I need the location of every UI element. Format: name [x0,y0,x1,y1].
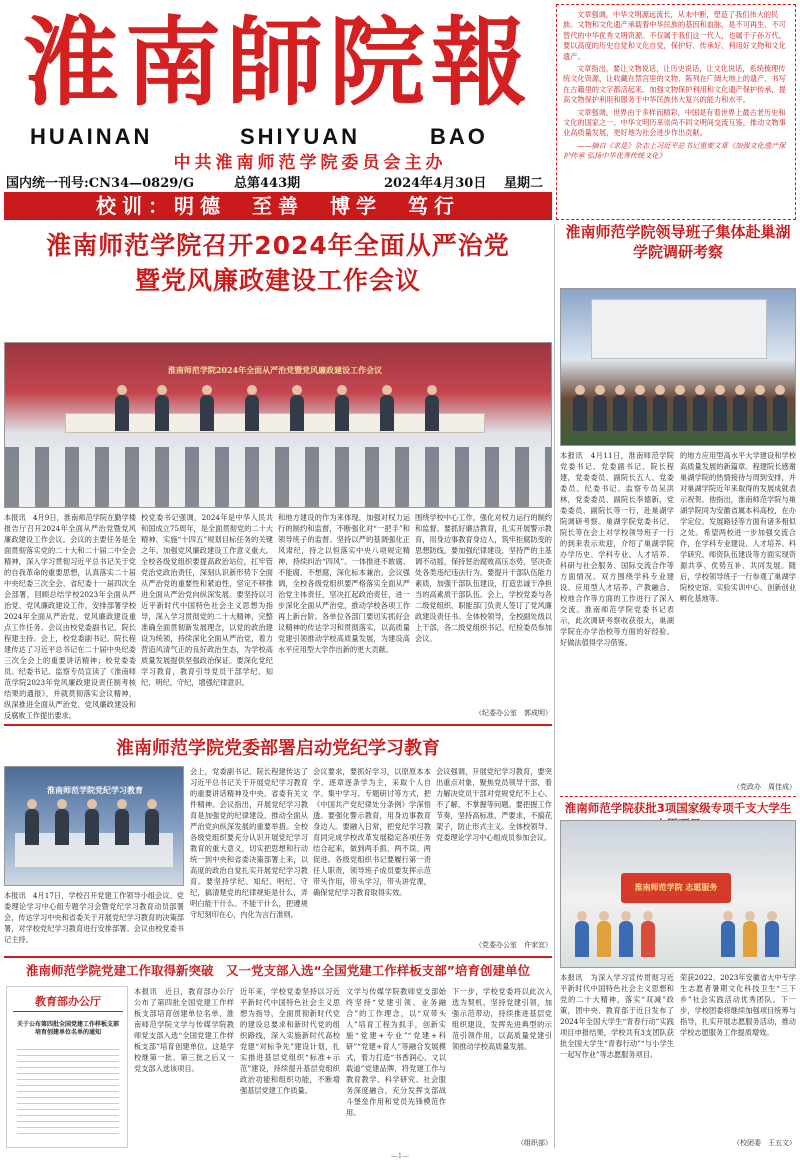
article3-column-2: 近年来，学校党委坚持以习近平新时代中国特色社会主义思想为指导，全面贯彻新时代党的建设总要求和新时代党的组织路线，深入实施新时代高校党建“对标争先”建设计划，扎实推进基层党组织“标准+示范”建设，持续提升基层党组织政治功能和组织功能，不断增强基层党建工作质量。 [240,987,340,1095]
quote-paragraph: 文章指出，要让文物说话，让历史说话，让文化说话，系统梳理传统文化资源，让收藏在禁宫里的文物、陈列在广阔大地上的遗产、书写在古籍里的文字都活起来。加强文物保护利用和文化遗产保护传承，提高文物保护利用和服务于中华民族伟大复兴的能力和水平。 [563,64,786,105]
article3-document-image [6,986,128,1148]
document-header: 教育部办公厅 [35,995,101,1008]
article2-column-1: 本报讯 4月17日，学校召开党建工作领导小组会议、党委理论学习中心组专题学习会暨党纪学习教育动员部署会，传达学习中央和省委关于开展党纪学习教育的决策部署，对学校党纪学习教育进行安排部署。会议由校党委书记主持。 [4,891,184,944]
lead-headline-line1: 淮南师范学院召开2024年全面从严治党 [46,231,510,260]
school-motto: 校训：明德 至善 博学 笃行 [4,192,552,220]
article3-column-4: 下一步，学校党委将以此次入选为契机，坚持党建引领，加强示范带动，持续推进基层党组织建设，发挥先进典型的示范引领作用，以高质量党建引领推动学校高质量发展。 [452,987,552,1051]
right-article2-column-1: 本报讯 为深入学习宣传贯彻习近平新时代中国特色社会主义思想和党的二十大精神，落实“双减”政策，团中央、教育部于近日发布了2024年全国大学生“青春行动”实践项目申报结果，学校共有3支团队获批全国大学生“青春行动”“与小学生一起写作业”等志愿服务项目。 [560,973,674,1059]
article2-byline: （党委办公室 许家宜） [475,941,552,949]
article2-column-3: 会议要求，要抓好学习，以原原本本学、逐章逐条学为主，采取个人自学、集中学习、专题研讨等方式，把《中国共产党纪律处分条例》学深悟透。要强化警示教育，用身边事教育身边人。要融入日常，把党纪学习教育同完成学校改革发展稳定各项任务结合起来，做到两手抓、两不误、两促进。各级党组织书记要履行第一责任人职责，领导班子成员要发挥示范带头作用，带头学习，带头讲党课，确保党纪学习教育取得实效。 [313,767,431,897]
article2-photo [4,766,184,886]
masthead-pinyin-1: HUAINAN [30,124,153,149]
article2-column-2: 会上，党委副书记、院长程建传达了习近平总书记关于开展党纪学习教育的重要讲话精神及中央、省委有关文件精神。会议指出，开展党纪学习教育是加强党的纪律建设、推动全面从严治党向纵深发展的重要举措。全校各级党组织要充分认识开展党纪学习教育的重大意义，切实把思想和行动统一到中央和省委决策部署上来，以高度的政治自觉扎实开展党纪学习教育。要坚持学纪、知纪、明纪、守纪，搞清楚党的纪律规矩是什么，弄明白能干什么、不能干什么，把遵规守纪刻印在心，内化为言行准则。 [190,767,308,919]
lead-photo [4,342,552,508]
right-article2-title: 淮南师范学院获批3项国家级专项千支大学生 [564,801,792,815]
article3-byline: （组织部） [517,1139,552,1147]
issue-number: 总第443期 [234,176,301,191]
right-article2-column-2: 荣获2022、2023年安徽省大中专学生志愿者暑期文化科技卫生“三下乡”社会实践活动优秀团队。下一步，学校团委将继续加强项目统筹与指导，扎实开展志愿服务活动，推动学校志愿服务工作提质增效。 [680,973,796,1037]
right-article2-photo [560,820,796,968]
right-article1-column-2: 的地方应用型高水平大学建设和学校高质量发展的新篇章。程建院长感谢巢湖学院的热情接待与周到安排，并对巢湖学院近年来取得的发展成就表示祝贺。他指出，淮南师范学院与巢湖学院同为安徽省属本科高校，在办学定位、发展路径等方面有诸多相似之处。希望两校进一步加强交流合作，在学科专业建设、人才培养、科学研究、师资队伍建设等方面实现资源共享、优势互补、共同发展。随后，学校领导班子一行参观了巢湖学院校史馆、实验实训中心、创新创业孵化基地等。 [680,451,796,603]
article3-column-1: 本报讯 近日，教育部办公厅公布了第四批全国党建工作样板支部培育创建单位名单，淮南师范学院文学与传媒学院教师党支部入选“全国党建工作样板支部”培育创建单位。这是学校继第一批、第三批之后又一党支部入选该项目。 [134,987,234,1073]
right-article1-byline: （党政办 周佳成） [733,783,796,791]
masthead-title: 淮南師院報 [23,6,533,119]
lead-headline-line2: 暨党风廉政建设工作会议 [134,266,421,295]
document-rule [13,1011,123,1012]
lead-column-1: 本报讯 4月9日，淮南师范学院在勤学楼报告厅召开2024年全面从严治党暨党风廉政建设工作会议。会议的主要任务是全面贯彻落实党的二十大和二十届二中全会精神，深入学习贯彻习近平总书记关于党的自我革命的重要思想，认真落实二十届中央纪委三次全会、省纪委十一届四次全会部署，回顾总结学校2023年全面从严治党、党风廉政建设工作，安排部署学校2024年全面从严治党、党风廉政建设重点工作任务。会议由校党委副书记、院长程建主持。会上，校党委副书记、院长程建传达了习近平总书记在二十届中央纪委三次全会上的重要讲话精神；校党委委员、纪委书记、监察专员宣读了《淮南师范学院2023年党风廉政建设责任制考核结果的通报》，并就贯彻落实会议精神，纵深推进全面从严治党、党风廉政建设和反腐败工作提出要求。 [4,513,136,720]
masthead-pinyin-2: SHIYUAN [240,124,361,149]
right-article2-byline: （校团委 王五文） [733,1139,796,1147]
article2-column-4: 会议强调，开展党纪学习教育，要突出重点对象，聚焦党员领导干部，着力解决党员干部对党规党纪不上心、不了解、不掌握等问题。要把握工作节奏，坚持高标准、严要求，不搞花架子，防止形式主义。全体校领导、党委理论学习中心组成员参加会议。 [436,767,552,842]
serial-number: 国内统一刊号:CN34—0829/G [6,176,195,191]
lead-column-3: 和地方建设的作为来体现，加强对权力运行的制约和监督，不断强化对“一把手”和领导班子的监督。坚持以严的基调强化正风肃纪，持之以恒落实中央八项规定精神，持续纠治“四风”。一体推进不敢腐、不能腐、不想腐，深化标本兼治。会议强调，全校各级党组织要严格落实全面从严治党主体责任，坚决扛起政治责任，进一步深化全面从严治党，推动学校各项工作再上新台阶。各单位各部门要切实抓好会议精神的传达学习和贯彻落实，以高质量党建引领推动学校高质量发展，为建设高水平应用型大学作出新的更大贡献。 [278,513,410,654]
article2-title: 淮南师范学院党委部署启动党纪学习教育 [116,738,440,759]
lead-photo-banner: 淮南师范学院2024年全面从严治党暨党风廉政建设工作会议 [167,365,383,375]
audience-rows [5,447,551,507]
quote-source: ——摘自《求是》杂志上习近平总书记重要文章《加强文化遗产保护传承 弘扬中华优秀传统文化》 [563,140,786,161]
article3-column-3: 文学与传媒学院教师党支部始终坚持“党建引领、业务融合”的工作理念，以“双带头人”培育工程为抓手，创新实施“党建+专业”“党建+科研”“党建+育人”等融合发展模式，着力打造“书香润心、文以载道”党建品牌，将党建工作与教育教学、科学研究、社会服务深度融合，充分发挥支部战斗堡垒作用和党员先锋模范作用。 [346,987,446,1117]
lead-byline: （纪委办公室 郭成明） [475,709,552,717]
column-divider [554,224,555,1148]
quote-paragraph: 文章强调，世界由于多样而精彩，中国是有着世界上最古老历史和文化的国家之一。中华文明历来崇尚不同文明间交流互鉴，推动文物事业高质量发展，更好地为社会进步作出贡献。 [563,107,786,138]
section-divider [4,724,552,726]
issue-weekday: 星期二 [504,176,544,191]
article2-photo-banner: 淮南师范学院党纪学习教育 [47,785,143,795]
lead-headline [4,228,552,298]
page-number: —1— [390,1152,410,1160]
right-article1-photo [560,288,796,446]
building-facade [591,299,767,359]
masthead-committee: 中共淮南师范学院委员会主办 [173,153,447,173]
issue-info-bar [4,170,552,190]
sidebar-quote-box [556,4,796,220]
document-body-lines [17,1049,119,1139]
article3-title: 淮南师范学院党建工作取得新突破 又一党支部入选“全国党建工作样板支部”培育创建单位 [26,963,530,978]
masthead-pinyin-3: BAO [430,124,488,149]
quote-paragraph: 文章强调，中华文明源远流长，从未中断，塑造了我们伟大的民族。文物和文化遗产承载着中华民族的基因和血脉，是不可再生、不可替代的中华优秀文明资源。不仅属于我们这一代人，也属于子孙万代。要以高度的历史自觉和文化自觉，保护好、传承好、利用好文物和文化遗产。 [563,10,786,61]
volunteer-banner: 淮南师范学院 志愿服务 [621,873,731,903]
lead-column-4: 围绕学校中心工作，强化对权力运行的制约和监督。要抓好廉洁教育，扎实开展警示教育，用身边事教育身边人，筑牢拒腐防变的思想防线。要加强纪律建设，坚持严的主基调不动摇，保持惩治腐败高压态势，坚决查处各类违纪违法行为。要提升干部队伍能力素质，加强干部队伍建设，打造忠诚干净担当的高素质干部队伍。会上，学校党委与各二级党组织、职能部门负责人签订了党风廉政建设责任书。全体校领导，全校副处级以上干部，各二级党组织书记、纪检委员参加会议。 [415,513,552,643]
right-article1-column-1: 本报讯 4月11日，淮南师范学院党委书记、党委副书记、院长程建，党委委员、副院长五人、党委委员、纪委书记、监察专员吴洪林，党委委员、副院长李德新，党委委员、副院长等一行，赴巢湖学院调研考察。巢湖学院党委书记、院长等在会上对学校领导班子一行的到来表示欢迎，介绍了巢湖学院办学历史、学科专业、人才培养、科研与社会服务、国际交流合作等方面情况。双方围绕学科专业建设、应用型人才培养、产教融合、校地合作等方面的工作进行了深入交流。淮南师范学院党委书记表示，此次调研考察收获很大，巢湖学院在办学治校等方面的好经验、好做法值得学习借鉴。 [560,451,674,647]
section-divider [560,796,796,797]
section-divider [4,956,552,958]
document-title: 关于公布第四批全国党建工作样板支部培育创建单位名单的通知 [16,1021,119,1036]
lead-column-2: 校党委书记强调，2024年是中华人民共和国成立75周年，是全面贯彻党的二十大精神、实施“十四五”规划目标任务的关键之年。加强党风廉政建设工作意义重大。全校各级党组织要提高政治站位，扛牢管党治党政治责任，深刻认识新形势下全面从严治党的重要性和紧迫性，坚定不移推进全面从严治党向纵深发展。要坚持以习近平新时代中国特色社会主义思想为指导，深入学习贯彻党的二十大精神，完整准确全面贯彻新发展理念，以党的政治建设为统领，持续深化全面从严治党，着力营造风清气正的良好政治生态，为学校高质量发展提供坚强政治保证。要深化党纪学习教育，教育引导党员干部学纪、知纪、明纪、守纪，增强纪律意识。 [141,513,273,687]
right-article1-title: 淮南师范学院领导班子集体赴巢湖学院调研考察 [565,223,791,261]
issue-date: 2024年4月30日 [384,176,487,191]
